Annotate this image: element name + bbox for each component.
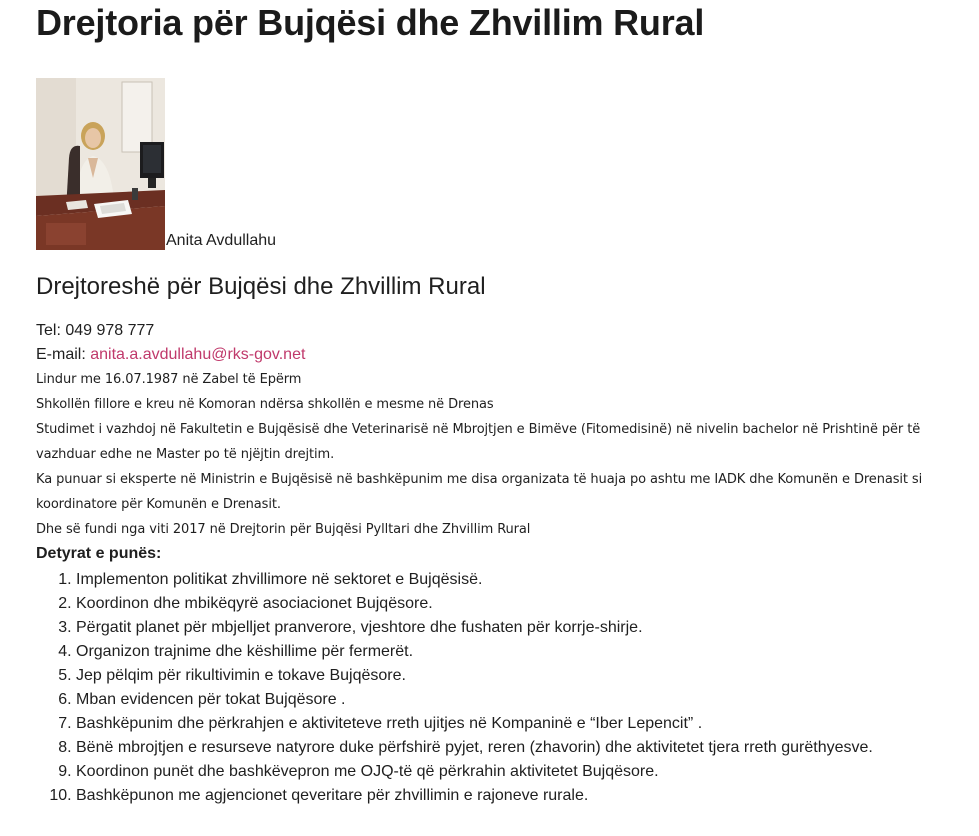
list-item: 1. Implementon politikat zhvillimore në sektoret e Bujqësisë. xyxy=(76,568,936,592)
director-role-heading: Drejtoreshë për Bujqësi dhe Zhvillim Rural xyxy=(36,273,486,300)
list-item: 7. Bashkëpunim dhe përkrahjen e aktiviteteve rreth ujitjes në Kompaninë e “Iber Lepencit” . xyxy=(76,712,936,736)
list-item: 8. Bënë mbrojtjen e resurseve natyrore duke përfshirë pyjet, reren (zhavorin) dhe aktivitetet tjera rreth gurëthyesve. xyxy=(76,736,936,760)
contact-info xyxy=(36,319,936,367)
profile-block xyxy=(36,78,936,250)
bio-paragraph: Shkollën fillore e kreu në Komoran ndërsa shkollën e mesme në Drenas xyxy=(36,397,494,412)
list-item: 5. Jep pëlqim për rikultivimin e tokave Bujqësore. xyxy=(76,664,936,688)
email-link[interactable]: anita.a.avdullahu@rks-gov.net xyxy=(90,346,306,363)
email-line xyxy=(36,343,936,367)
page-title: Drejtoria për Bujqësi dhe Zhvillim Rural xyxy=(36,2,705,43)
bio-paragraph: Lindur me 16.07.1987 në Zabel të Epërm xyxy=(36,372,302,387)
list-item: 4. Organizon trajnime dhe këshillime për fermerët. xyxy=(76,640,936,664)
list-item: 10. Bashkëpunon me agjencionet qeveritare për zhvillimin e rajoneve rurale. xyxy=(76,784,936,808)
email-label: E-mail: xyxy=(36,346,91,363)
bio-paragraph: Studimet i vazhdoj në Fakultetin e Bujqësisë dhe Veterinarisë në Mbrojtjen e Bimëve (Fitomedisinë) në nivelin bachelor në Prishtinë për të vazhduar edhe ne Master po të njëjtin drejtim. xyxy=(36,422,921,462)
bio-paragraph: Ka punuar si eksperte në Ministrin e Bujqësisë në bashkëpunim me disa organizata të huaja po ashtu me IADK dhe Komunën e Drenasit si koordinatore për Komunën e Drenasit. xyxy=(36,472,923,512)
biography xyxy=(36,367,936,542)
list-item: 9. Koordinon punët dhe bashkëvepron me OJQ-të që përkrahin aktivitetet Bujqësore. xyxy=(76,760,936,784)
duties-title: Detyrat e punës: xyxy=(36,545,162,562)
duties-list xyxy=(36,568,936,808)
list-item: 2. Koordinon dhe mbikëqyrë asociacionet Bujqësore. xyxy=(76,592,936,616)
phone-text: Tel: 049 978 777 xyxy=(36,322,155,339)
list-item: 6. Mban evidencen për tokat Bujqësore . xyxy=(76,688,936,712)
director-photo xyxy=(36,78,165,250)
list-item: 3. Përgatit planet për mbjelljet pranverore, vjeshtore dhe fushaten për korrje-shirje. xyxy=(76,616,936,640)
bio-paragraph: Dhe së fundi nga viti 2017 në Drejtorin për Bujqësi Pylltari dhe Zhvillim Rural xyxy=(36,522,531,537)
director-name: Anita Avdullahu xyxy=(166,232,277,249)
